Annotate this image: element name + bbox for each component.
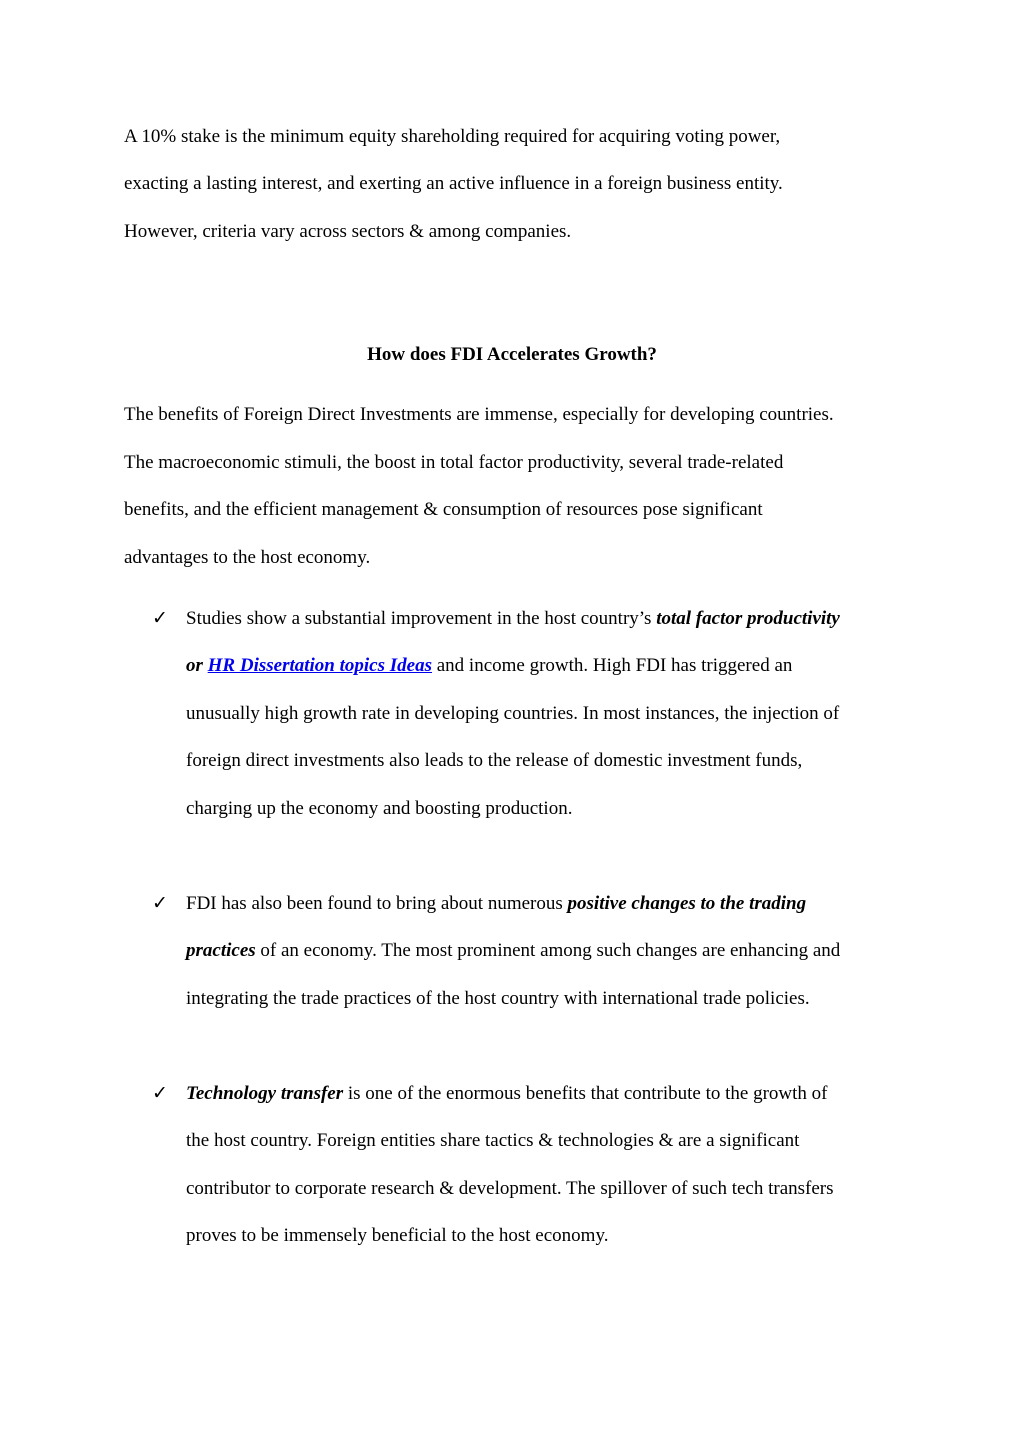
bullet-line: foreign direct investments also leads to the release of domestic investment funds, (186, 750, 803, 771)
bullet-line (186, 939, 840, 963)
benefits-line: The macroeconomic stimuli, the boost in total factor productivity, several trade-related (124, 452, 784, 473)
checkmark-icon: ✓ (152, 893, 168, 914)
bullet-text: and income growth. High FDI has triggered an (431, 655, 793, 676)
hr-dissertation-topics-link[interactable]: HR Dissertation topics Ideas (207, 655, 432, 676)
section-heading: How does FDI Accelerates Growth? (367, 344, 657, 365)
emphasis-text: practices (186, 940, 256, 961)
emphasis-text: or (186, 655, 208, 676)
intro-line: exacting a lasting interest, and exerting an active influence in a foreign business entity. (124, 173, 783, 194)
intro-line: A 10% stake is the minimum equity shareholding required for acquiring voting power, (124, 126, 781, 147)
bullet-line: integrating the trade practices of the host country with international trade policies. (186, 988, 810, 1009)
bullet-line: proves to be immensely beneficial to the host economy. (186, 1225, 609, 1246)
bullet-line (186, 892, 806, 916)
bullet-line: contributor to corporate research & development. The spillover of such tech transfers (186, 1178, 834, 1199)
bullet-line (186, 607, 840, 631)
bullet-line (186, 1082, 828, 1106)
bullet-line (186, 654, 792, 678)
checkmark-icon: ✓ (152, 608, 168, 629)
bullet-text: Studies show a substantial improvement in the host country’s (186, 608, 657, 629)
bullet-text: FDI has also been found to bring about numerous (186, 893, 568, 914)
bullet-line: the host country. Foreign entities share tactics & technologies & are a significant (186, 1130, 800, 1151)
bullet-line: charging up the economy and boosting production. (186, 798, 573, 819)
benefits-line: advantages to the host economy. (124, 547, 371, 568)
bullet-text: is one of the enormous benefits that contribute to the growth of (343, 1083, 828, 1104)
emphasis-text: total factor productivity (656, 608, 840, 629)
emphasis-text: Technology transfer (186, 1083, 344, 1104)
benefits-line: The benefits of Foreign Direct Investments are immense, especially for developing countries. (124, 404, 834, 425)
emphasis-text: positive changes to the trading (567, 893, 807, 914)
intro-line: However, criteria vary across sectors & among companies. (124, 221, 572, 242)
bullet-text: of an economy. The most prominent among such changes are enhancing and (255, 940, 841, 961)
benefits-line: benefits, and the efficient management & consumption of resources pose significant (124, 499, 763, 520)
bullet-line: unusually high growth rate in developing countries. In most instances, the injection of (186, 703, 840, 724)
checkmark-icon: ✓ (152, 1083, 168, 1104)
